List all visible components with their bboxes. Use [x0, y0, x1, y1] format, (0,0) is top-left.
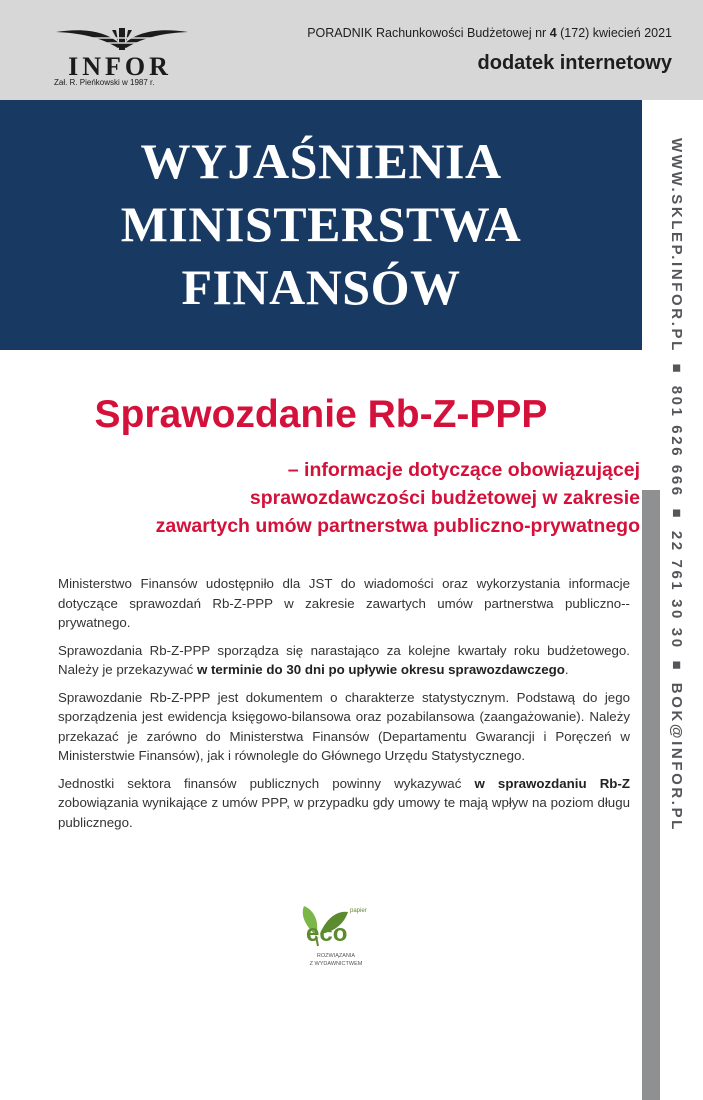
paragraph-4-bold: w sprawozdaniu Rb-Z — [474, 775, 630, 791]
paragraph-2-end: . — [564, 662, 569, 677]
lead-line-1: – informacje dotyczące obowiązującej — [287, 459, 640, 481]
logo-wordmark: INFOR — [68, 52, 172, 81]
eco-paper-logo — [286, 896, 386, 976]
eco-caption-line-1: ROZWIĄZANIA — [316, 953, 356, 959]
wings-icon — [52, 24, 192, 54]
eco-wordmark: eco — [306, 920, 348, 947]
eco-caption-line-2: Z WYDAWNICTWEM — [309, 961, 363, 967]
issue-info — [307, 26, 672, 40]
paragraph-1: Ministerstwo Finansów udostępniło dla JST do wiadomości oraz wykorzystania informacje dotyczące sprawozdań Rb-Z-PPP w zakresie zawartych umów partnerstwa publiczno--prywatnego. — [58, 576, 630, 630]
body-text — [58, 574, 630, 840]
supplement-label: dodatek internetowy — [477, 52, 672, 74]
issue-number: 4 — [549, 26, 557, 40]
lead-line-2: sprawozdawczości budżetowej w zakresie — [249, 487, 640, 509]
lead-text — [100, 456, 640, 540]
paragraph-2-bold: w terminie do 30 dni po upływie okresu sprawozdawczego — [196, 662, 565, 677]
eco-small-label: papier — [350, 908, 367, 914]
side-contact-text: WWW.SKLEP.INFOR.PL ■ 801 626 666 ■ 22 761 30 30 ■ BOK@INFOR.PL — [668, 138, 685, 832]
paragraph-2-text: Sprawozdania Rb-Z-PPP sporządza się narastająco za kolejne kwartały roku budżetowego. Należy je przekazywać — [58, 642, 630, 677]
title-line-2: MINISTERSTWA — [120, 196, 522, 252]
title-line-3: FINANSÓW — [181, 259, 461, 315]
infor-logo — [52, 24, 192, 88]
document-subtitle: Sprawozdanie Rb-Z-PPP — [94, 393, 548, 436]
paragraph-4-text: Jednostki sektora finansów publicznych powinny wykazywać — [58, 775, 475, 791]
side-grey-bar — [642, 490, 660, 1100]
paragraph-3: Sprawozdanie Rb-Z-PPP jest dokumentem o charakterze statystycznym. Podstawą do jego sporządzenia jest ewidencja księgowo-bilansowa oraz pozabilansowa (zaangażowanie). Należy przekazać je zarówno do Ministerstwa Finansów (Departamentu Gwarancji i Poręczeń w Ministerstwie Finansów), jak i równolegle do Głównego Urzędu Statystycznego. — [58, 689, 630, 763]
main-title — [0, 130, 642, 319]
eco-caption — [290, 952, 382, 968]
issue-prefix: PORADNIK Rachunkowości Budżetowej nr — [307, 26, 547, 40]
lead-line-3: zawartych umów partnerstwa publiczno-prywatnego — [155, 515, 640, 537]
title-line-1: WYJAŚNIENIA — [140, 133, 502, 189]
issue-suffix: (172) kwiecień 2021 — [560, 26, 672, 40]
paragraph-4 — [58, 774, 630, 833]
logo-caption: Zał. R. Pieńkowski w 1987 r. — [54, 78, 155, 87]
paragraph-4-end: zobowiązania wynikające z umów PPP, w przypadku gdy umowy te mają wpływ na poziom długu publicznego. — [58, 795, 630, 830]
paragraph-2 — [58, 641, 630, 680]
header-bar — [0, 0, 703, 100]
